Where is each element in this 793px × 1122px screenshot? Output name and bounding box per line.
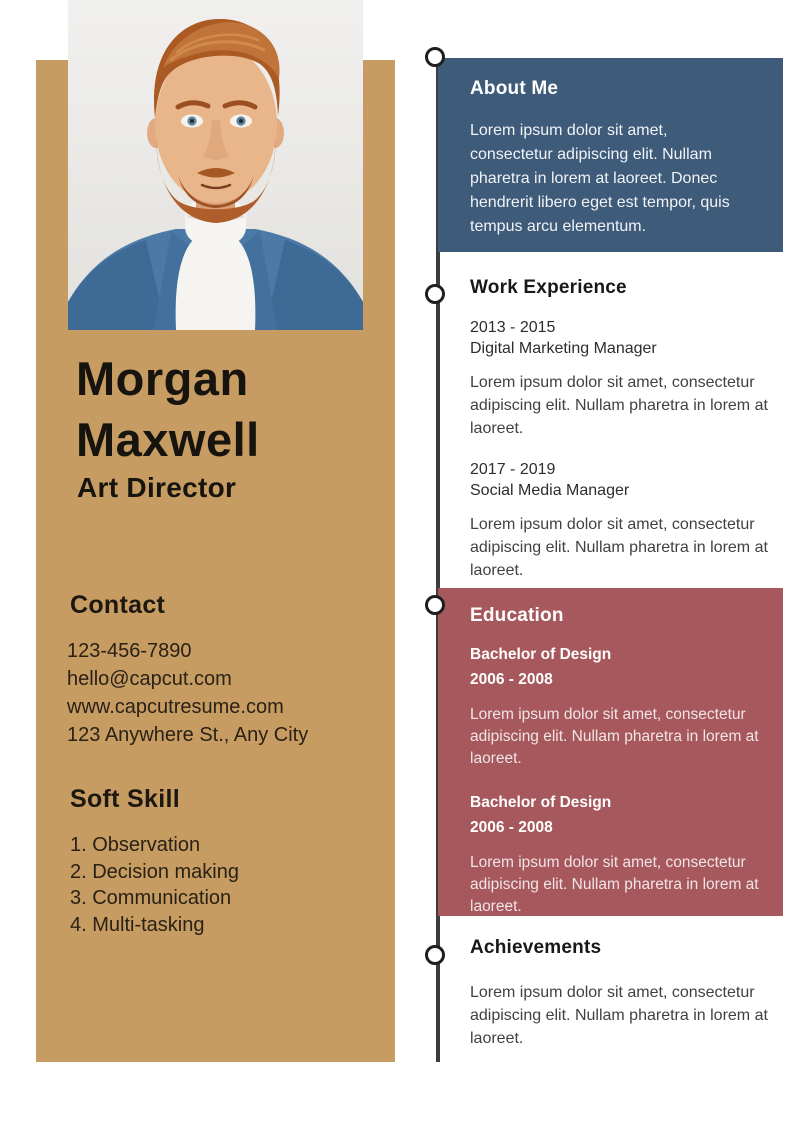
education-item	[470, 794, 759, 918]
timeline-dot-achievements	[425, 945, 445, 965]
education-dates: 2006 - 2008	[470, 671, 553, 688]
work-role: Social Media Manager	[470, 482, 630, 499]
work-dates: 2013 - 2015	[470, 319, 556, 336]
work-item	[470, 319, 783, 440]
work-description: Lorem ipsum dolor sit amet, consectetur adipiscing elit. Nullam pharetra in lorem at laoreet.	[470, 516, 768, 579]
contact-email: hello@capcut.com	[67, 668, 232, 690]
work-role: Digital Marketing Manager	[470, 340, 657, 357]
skill-item: 2. Decision making	[70, 860, 239, 883]
soft-skill-heading: Soft Skill	[70, 785, 180, 813]
achievements-heading: Achievements	[470, 937, 602, 958]
achievements-body: Lorem ipsum dolor sit amet, consectetur adipiscing elit. Nullam pharetra in lorem at laoreet.	[470, 984, 768, 1047]
soft-skill-list	[70, 832, 239, 938]
timeline-dot-education	[425, 595, 445, 615]
education-description: Lorem ipsum dolor sit amet, consectetur adipiscing elit. Nullam pharetra in lorem at laoreet.	[470, 706, 759, 767]
profile-photo	[68, 0, 363, 330]
contact-address: 123 Anywhere St., Any City	[67, 724, 309, 746]
education-dates: 2006 - 2008	[470, 819, 553, 836]
contact-website: www.capcutresume.com	[67, 696, 284, 718]
contact-phone: 123-456-7890	[67, 640, 192, 662]
achievements-section	[470, 937, 783, 1050]
work-dates: 2017 - 2019	[470, 461, 556, 478]
contact-heading: Contact	[70, 591, 166, 619]
work-description: Lorem ipsum dolor sit amet, consectetur adipiscing elit. Nullam pharetra in lorem at laoreet.	[470, 374, 768, 437]
education-degree: Bachelor of Design	[470, 646, 612, 663]
work-experience-section	[470, 277, 783, 603]
job-title: Art Director	[77, 472, 237, 503]
timeline-dot-work	[425, 284, 445, 304]
contact-list	[67, 637, 308, 749]
timeline-dot-about	[425, 47, 445, 67]
work-experience-heading: Work Experience	[470, 277, 627, 298]
education-degree: Bachelor of Design	[470, 794, 612, 811]
skill-item: 4. Multi-tasking	[70, 913, 205, 936]
education-heading: Education	[470, 605, 564, 626]
about-body: Lorem ipsum dolor sit amet, consectetur adipiscing elit. Nullam pharetra in lorem at laoreet. Donec hendrerit libero eget est tempor, quis tempus arcu elementum.	[470, 122, 730, 235]
about-section	[438, 58, 783, 252]
person-name	[76, 348, 260, 470]
education-item	[470, 646, 759, 770]
person-name-line2: Maxwell	[76, 413, 260, 466]
skill-item: 3. Communication	[70, 887, 232, 909]
education-description: Lorem ipsum dolor sit amet, consectetur adipiscing elit. Nullam pharetra in lorem at laoreet.	[470, 854, 759, 915]
person-name-line1: Morgan	[76, 352, 249, 405]
work-item	[470, 461, 783, 582]
about-heading: About Me	[470, 78, 559, 99]
skill-item: 1. Observation	[70, 834, 201, 856]
education-section	[438, 588, 783, 916]
